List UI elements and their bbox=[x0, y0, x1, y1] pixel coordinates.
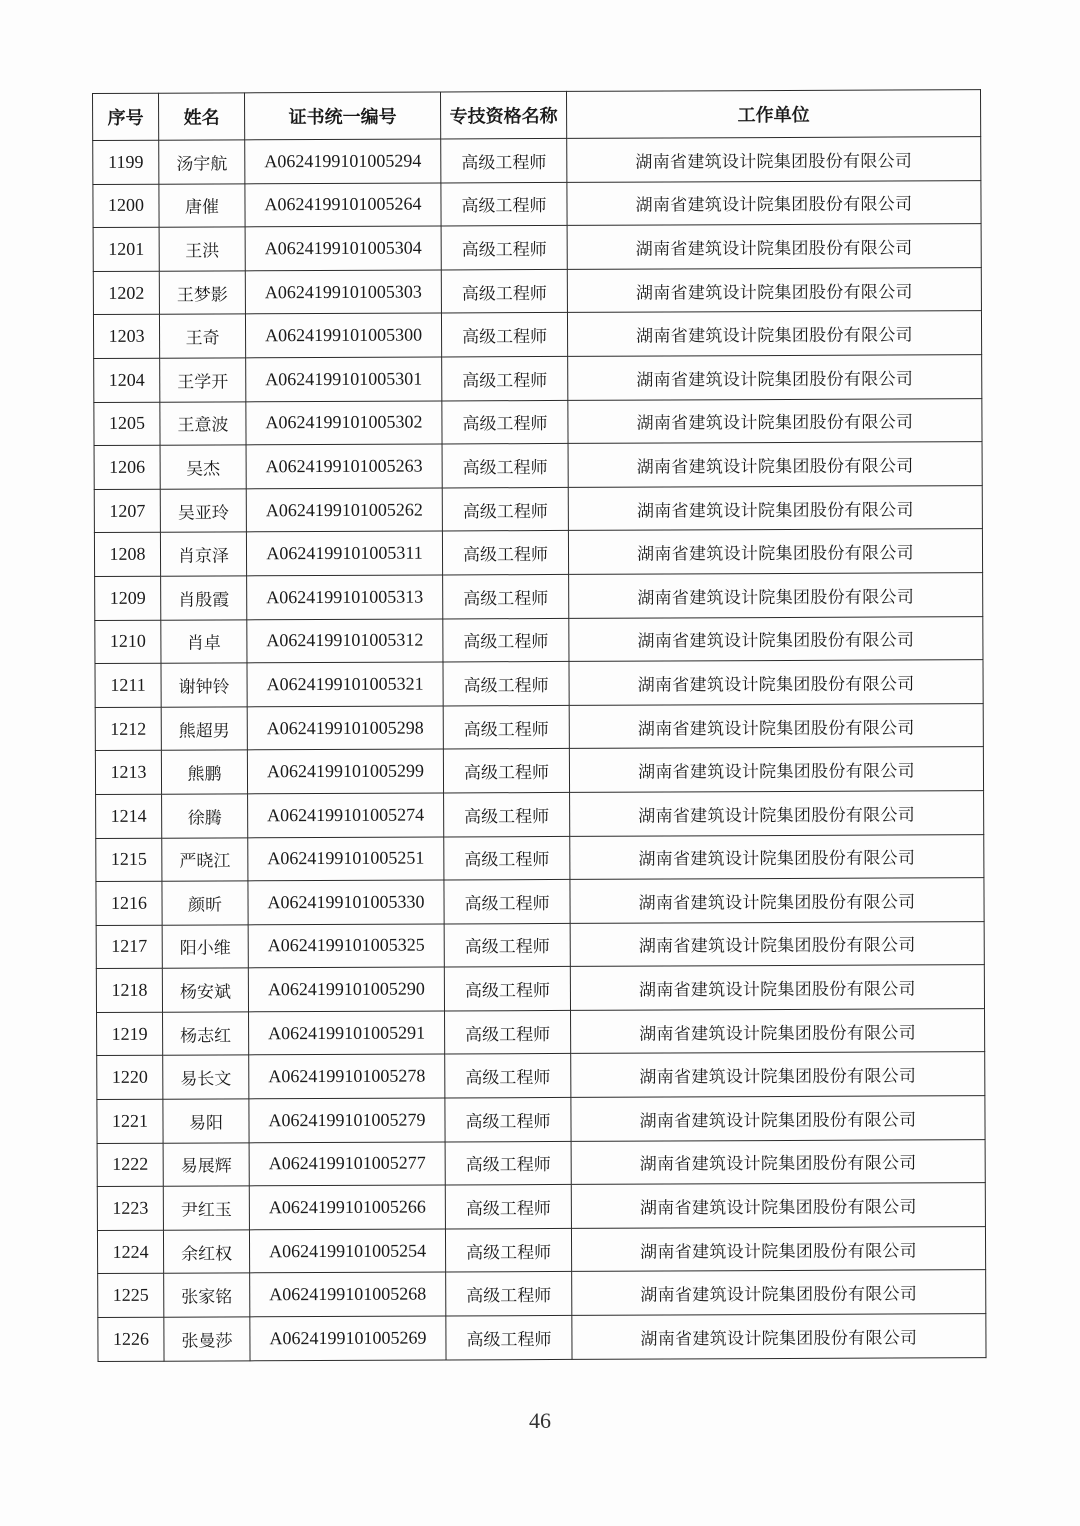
qualification-title-cell: 高级工程师 bbox=[444, 836, 570, 880]
qualification-title-cell: 高级工程师 bbox=[445, 1228, 571, 1272]
table-row bbox=[93, 311, 981, 358]
name-cell: 熊鹏 bbox=[161, 750, 247, 794]
certificate-number-cell: A0624199101005279 bbox=[249, 1098, 445, 1142]
name-cell: 颜昕 bbox=[162, 881, 248, 925]
name-cell: 谢钟铃 bbox=[161, 663, 247, 707]
name-cell: 王梦影 bbox=[159, 271, 245, 315]
header-serial-number: 序号 bbox=[93, 93, 159, 140]
certificate-number-cell: A0624199101005290 bbox=[248, 967, 444, 1011]
qualification-title-cell: 高级工程师 bbox=[441, 182, 567, 226]
table-row bbox=[95, 660, 983, 707]
certificate-number-cell: A0624199101005277 bbox=[249, 1142, 445, 1186]
serial-number-cell: 1199 bbox=[93, 140, 159, 184]
table-row bbox=[97, 1183, 985, 1230]
table-row bbox=[98, 1314, 986, 1361]
table-row bbox=[97, 1096, 985, 1143]
employer-cell: 湖南省建筑设计院集团股份有限公司 bbox=[568, 442, 982, 487]
table-row bbox=[94, 529, 982, 576]
page-number: 46 bbox=[529, 1408, 551, 1433]
table-header bbox=[93, 90, 981, 141]
table-row bbox=[97, 1052, 985, 1099]
serial-number-cell: 1205 bbox=[94, 402, 160, 446]
employer-cell: 湖南省建筑设计院集团股份有限公司 bbox=[567, 137, 981, 182]
certificate-number-cell: A0624199101005298 bbox=[247, 706, 443, 750]
serial-number-cell: 1206 bbox=[94, 445, 160, 489]
qualification-title-cell: 高级工程师 bbox=[446, 1272, 572, 1316]
employer-cell: 湖南省建筑设计院集团股份有限公司 bbox=[572, 1270, 986, 1315]
name-cell: 尹红玉 bbox=[163, 1186, 249, 1230]
name-cell: 肖殷霞 bbox=[161, 576, 247, 620]
table-row bbox=[97, 1226, 985, 1273]
employer-cell: 湖南省建筑设计院集团股份有限公司 bbox=[567, 311, 981, 356]
header-certificate-number: 证书统一编号 bbox=[245, 92, 441, 140]
employer-cell: 湖南省建筑设计院集团股份有限公司 bbox=[571, 1226, 985, 1271]
name-cell: 王学开 bbox=[160, 358, 246, 402]
qualification-title-cell: 高级工程师 bbox=[443, 574, 569, 618]
qualification-title-cell: 高级工程师 bbox=[442, 400, 568, 444]
certificate-number-cell: A0624199101005264 bbox=[245, 183, 441, 227]
serial-number-cell: 1226 bbox=[98, 1317, 164, 1361]
certificate-number-cell: A0624199101005325 bbox=[248, 924, 444, 968]
table-row bbox=[96, 834, 984, 881]
name-cell: 汤宇航 bbox=[159, 140, 245, 184]
serial-number-cell: 1217 bbox=[96, 925, 162, 969]
serial-number-cell: 1211 bbox=[95, 663, 161, 707]
name-cell: 肖京泽 bbox=[160, 532, 246, 576]
table-row bbox=[93, 180, 981, 227]
name-cell: 唐催 bbox=[159, 183, 245, 227]
table-row bbox=[93, 224, 981, 271]
certificate-number-cell: A0624199101005313 bbox=[247, 575, 443, 619]
employer-cell: 湖南省建筑设计院集团股份有限公司 bbox=[571, 1139, 985, 1184]
serial-number-cell: 1219 bbox=[97, 1012, 163, 1056]
certificate-number-cell: A0624199101005301 bbox=[246, 357, 442, 401]
header-row bbox=[93, 90, 981, 141]
employer-cell: 湖南省建筑设计院集团股份有限公司 bbox=[567, 224, 981, 269]
serial-number-cell: 1212 bbox=[95, 707, 161, 751]
table-row bbox=[96, 921, 984, 968]
qualification-title-cell: 高级工程师 bbox=[443, 749, 569, 793]
table-row bbox=[94, 398, 982, 445]
name-cell: 王奇 bbox=[159, 314, 245, 358]
serial-number-cell: 1208 bbox=[94, 533, 160, 577]
name-cell: 易展辉 bbox=[163, 1142, 249, 1186]
serial-number-cell: 1213 bbox=[95, 751, 161, 795]
name-cell: 易阳 bbox=[163, 1099, 249, 1143]
employer-cell: 湖南省建筑设计院集团股份有限公司 bbox=[567, 180, 981, 225]
employer-cell: 湖南省建筑设计院集团股份有限公司 bbox=[570, 791, 984, 836]
certificate-number-cell: A0624199101005266 bbox=[249, 1185, 445, 1229]
certificate-number-cell: A0624199101005303 bbox=[245, 270, 441, 314]
employer-cell: 湖南省建筑设计院集团股份有限公司 bbox=[569, 703, 983, 748]
qualification-title-cell: 高级工程师 bbox=[441, 313, 567, 357]
certificate-number-cell: A0624199101005321 bbox=[247, 662, 443, 706]
certificate-number-cell: A0624199101005268 bbox=[250, 1272, 446, 1316]
employer-cell: 湖南省建筑设计院集团股份有限公司 bbox=[571, 1008, 985, 1053]
qualification-title-cell: 高级工程师 bbox=[443, 662, 569, 706]
qualification-title-cell: 高级工程师 bbox=[444, 880, 570, 924]
name-cell: 吴亚玲 bbox=[160, 489, 246, 533]
serial-number-cell: 1200 bbox=[93, 184, 159, 228]
certificate-number-cell: A0624199101005299 bbox=[247, 749, 443, 793]
table-row bbox=[93, 137, 981, 184]
qualification-title-cell: 高级工程师 bbox=[442, 444, 568, 488]
table-row bbox=[97, 1008, 985, 1055]
employer-cell: 湖南省建筑设计院集团股份有限公司 bbox=[569, 616, 983, 661]
header-qualification-title: 专技资格名称 bbox=[440, 91, 566, 139]
qualification-title-cell: 高级工程师 bbox=[441, 138, 567, 182]
serial-number-cell: 1204 bbox=[94, 358, 160, 402]
employer-cell: 湖南省建筑设计院集团股份有限公司 bbox=[570, 878, 984, 923]
employer-cell: 湖南省建筑设计院集团股份有限公司 bbox=[568, 529, 982, 574]
qualification-title-cell: 高级工程师 bbox=[445, 1185, 571, 1229]
table-row bbox=[96, 791, 984, 838]
qualification-title-cell: 高级工程师 bbox=[444, 923, 570, 967]
table-row bbox=[96, 965, 984, 1012]
qualification-title-cell: 高级工程师 bbox=[444, 967, 570, 1011]
table-row bbox=[94, 442, 982, 489]
qualification-title-cell: 高级工程师 bbox=[441, 226, 567, 270]
serial-number-cell: 1214 bbox=[96, 794, 162, 838]
certificate-number-cell: A0624199101005251 bbox=[248, 836, 444, 880]
table-row bbox=[94, 485, 982, 532]
qualification-title-cell: 高级工程师 bbox=[445, 1054, 571, 1098]
employer-cell: 湖南省建筑设计院集团股份有限公司 bbox=[569, 747, 983, 792]
qualification-title-cell: 高级工程师 bbox=[443, 618, 569, 662]
serial-number-cell: 1225 bbox=[98, 1274, 164, 1318]
serial-number-cell: 1209 bbox=[95, 576, 161, 620]
qualification-title-cell: 高级工程师 bbox=[446, 1315, 572, 1359]
qualification-title-cell: 高级工程师 bbox=[443, 705, 569, 749]
qualification-title-cell: 高级工程师 bbox=[445, 1141, 571, 1185]
serial-number-cell: 1221 bbox=[97, 1099, 163, 1143]
serial-number-cell: 1224 bbox=[97, 1230, 163, 1274]
serial-number-cell: 1220 bbox=[97, 1056, 163, 1100]
table-row bbox=[96, 878, 984, 925]
table-row bbox=[93, 267, 981, 314]
name-cell: 杨志红 bbox=[163, 1012, 249, 1056]
name-cell: 余红权 bbox=[163, 1230, 249, 1274]
employer-cell: 湖南省建筑设计院集团股份有限公司 bbox=[572, 1314, 986, 1359]
name-cell: 王洪 bbox=[159, 227, 245, 271]
table-body bbox=[93, 137, 986, 1361]
certificate-number-cell: A0624199101005300 bbox=[245, 313, 441, 357]
name-cell: 严晓江 bbox=[162, 837, 248, 881]
qualification-title-cell: 高级工程师 bbox=[445, 1097, 571, 1141]
employer-cell: 湖南省建筑设计院集团股份有限公司 bbox=[568, 485, 982, 530]
name-cell: 杨安斌 bbox=[162, 968, 248, 1012]
qualification-roster-table bbox=[92, 89, 987, 1361]
table-row bbox=[95, 703, 983, 750]
employer-cell: 湖南省建筑设计院集团股份有限公司 bbox=[571, 1052, 985, 1097]
serial-number-cell: 1207 bbox=[94, 489, 160, 533]
table-row bbox=[95, 573, 983, 620]
qualification-title-cell: 高级工程师 bbox=[442, 356, 568, 400]
serial-number-cell: 1222 bbox=[97, 1143, 163, 1187]
serial-number-cell: 1203 bbox=[93, 315, 159, 359]
certificate-number-cell: A0624199101005263 bbox=[246, 444, 442, 488]
name-cell: 熊超男 bbox=[161, 707, 247, 751]
header-employer: 工作单位 bbox=[566, 90, 980, 139]
employer-cell: 湖南省建筑设计院集团股份有限公司 bbox=[570, 834, 984, 879]
certificate-number-cell: A0624199101005302 bbox=[246, 401, 442, 445]
certificate-number-cell: A0624199101005254 bbox=[249, 1229, 445, 1273]
employer-cell: 湖南省建筑设计院集团股份有限公司 bbox=[570, 965, 984, 1010]
employer-cell: 湖南省建筑设计院集团股份有限公司 bbox=[571, 1096, 985, 1141]
certificate-number-cell: A0624199101005330 bbox=[248, 880, 444, 924]
qualification-title-cell: 高级工程师 bbox=[442, 487, 568, 531]
serial-number-cell: 1216 bbox=[96, 881, 162, 925]
name-cell: 阳小维 bbox=[162, 925, 248, 969]
name-cell: 肖卓 bbox=[161, 619, 247, 663]
serial-number-cell: 1201 bbox=[93, 227, 159, 271]
qualification-title-cell: 高级工程师 bbox=[445, 1010, 571, 1054]
certificate-number-cell: A0624199101005262 bbox=[246, 488, 442, 532]
name-cell: 徐腾 bbox=[162, 794, 248, 838]
certificate-number-cell: A0624199101005311 bbox=[246, 531, 442, 575]
certificate-number-cell: A0624199101005312 bbox=[247, 619, 443, 663]
certificate-number-cell: A0624199101005304 bbox=[245, 226, 441, 270]
name-cell: 易长文 bbox=[163, 1055, 249, 1099]
certificate-number-cell: A0624199101005294 bbox=[245, 139, 441, 183]
name-cell: 张曼莎 bbox=[164, 1317, 250, 1361]
certificate-number-cell: A0624199101005274 bbox=[248, 793, 444, 837]
serial-number-cell: 1210 bbox=[95, 620, 161, 664]
table-row bbox=[97, 1139, 985, 1186]
certificate-number-cell: A0624199101005278 bbox=[249, 1054, 445, 1098]
employer-cell: 湖南省建筑设计院集团股份有限公司 bbox=[571, 1183, 985, 1228]
serial-number-cell: 1215 bbox=[96, 838, 162, 882]
employer-cell: 湖南省建筑设计院集团股份有限公司 bbox=[567, 267, 981, 312]
serial-number-cell: 1218 bbox=[96, 968, 162, 1012]
employer-cell: 湖南省建筑设计院集团股份有限公司 bbox=[569, 660, 983, 705]
header-name: 姓名 bbox=[159, 93, 245, 140]
certificate-number-cell: A0624199101005269 bbox=[250, 1316, 446, 1360]
name-cell: 王意波 bbox=[160, 401, 246, 445]
table-row bbox=[95, 747, 983, 794]
qualification-title-cell: 高级工程师 bbox=[444, 792, 570, 836]
table-row bbox=[94, 355, 982, 402]
name-cell: 张家铭 bbox=[164, 1273, 250, 1317]
qualification-title-cell: 高级工程师 bbox=[441, 269, 567, 313]
employer-cell: 湖南省建筑设计院集团股份有限公司 bbox=[570, 921, 984, 966]
name-cell: 吴杰 bbox=[160, 445, 246, 489]
employer-cell: 湖南省建筑设计院集团股份有限公司 bbox=[568, 355, 982, 400]
qualification-title-cell: 高级工程师 bbox=[442, 531, 568, 575]
employer-cell: 湖南省建筑设计院集团股份有限公司 bbox=[569, 573, 983, 618]
table-row bbox=[98, 1270, 986, 1317]
certificate-number-cell: A0624199101005291 bbox=[249, 1011, 445, 1055]
serial-number-cell: 1202 bbox=[93, 271, 159, 315]
employer-cell: 湖南省建筑设计院集团股份有限公司 bbox=[568, 398, 982, 443]
table-row bbox=[95, 616, 983, 663]
serial-number-cell: 1223 bbox=[97, 1186, 163, 1230]
